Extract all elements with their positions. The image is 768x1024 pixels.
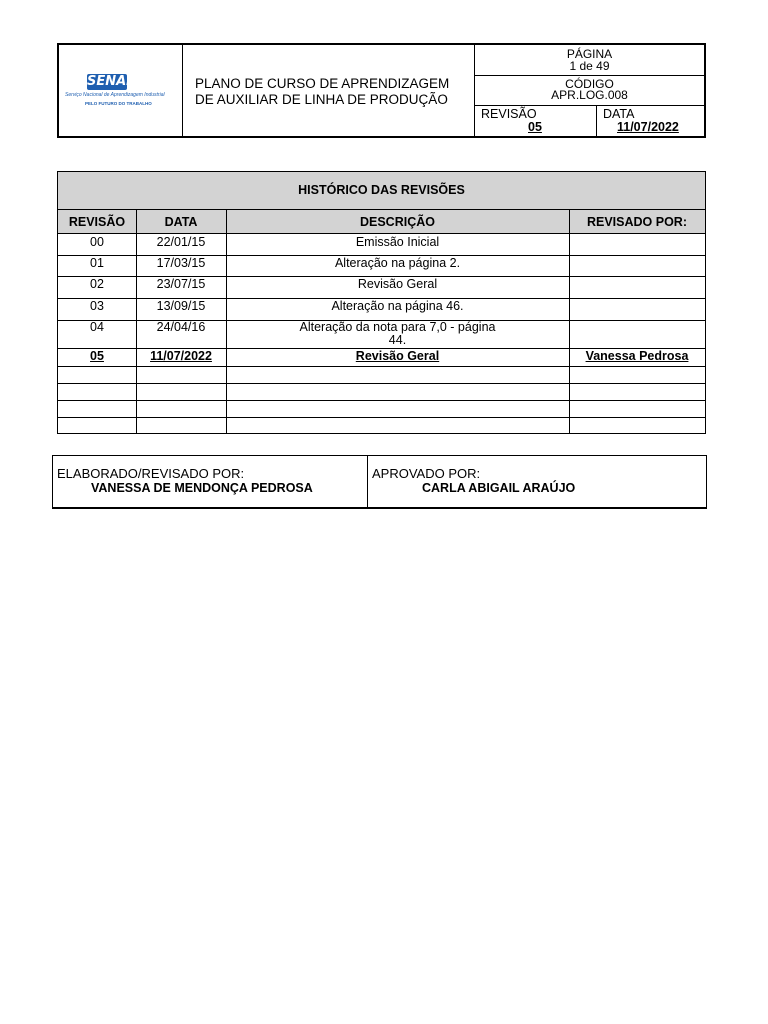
col-header-descricao: DESCRIÇÃO <box>359 215 435 229</box>
pagina-value: 1 de 49 <box>569 59 610 73</box>
pagina-row <box>475 45 704 76</box>
prepared-by-label: ELABORADO/REVISADO POR: <box>57 466 245 481</box>
prepared-by-cell <box>53 456 368 508</box>
data-cell <box>597 105 704 136</box>
cell-data: 22/01/15 <box>156 235 206 249</box>
cell-revisado-por: Vanessa Pedrosa <box>585 349 689 363</box>
cell-revisao: 03 <box>90 299 104 313</box>
data-value: 11/07/2022 <box>617 120 679 134</box>
logo-tagline: PELO FUTURO DO TRABALHO <box>85 101 152 106</box>
senai-logo <box>87 74 132 90</box>
cell-data: 17/03/15 <box>156 256 206 270</box>
cell-data: 13/09/15 <box>156 299 206 313</box>
table-row <box>58 255 705 277</box>
col-header-revisado-por: REVISADO POR: <box>586 215 687 229</box>
cell-data: 11/07/2022 <box>150 349 212 363</box>
approval-block <box>52 455 707 509</box>
approved-by-name: CARLA ABIGAIL ARAÚJO <box>422 481 576 495</box>
table-row-empty <box>58 383 705 401</box>
document-title-line2: DE AUXILIAR DE LINHA DE PRODUÇÃO <box>195 92 448 107</box>
codigo-value: APR.LOG.008 <box>551 88 628 102</box>
table-row-empty <box>58 417 705 433</box>
cell-descricao: Alteração na página 2. <box>334 256 461 270</box>
cell-data: 24/04/16 <box>156 320 206 334</box>
col-header-revisao: REVISÃO <box>68 215 126 229</box>
cell-revisao: 00 <box>90 235 104 249</box>
cell-descricao: Revisão Geral <box>355 349 440 363</box>
meta-cell <box>475 45 704 136</box>
table-row <box>58 276 705 299</box>
revision-history-table <box>57 171 706 434</box>
col-header-data: DATA <box>164 215 198 229</box>
title-cell <box>183 45 475 136</box>
cell-descricao: Alteração da nota para 7,0 - página <box>299 320 496 334</box>
cell-descricao-continuation: 44. <box>388 333 407 347</box>
logo-subtitle: Serviço Nacional de Aprendizagem Industrial <box>65 92 165 98</box>
document-title-line1: PLANO DE CURSO DE APRENDIZAGEM <box>195 76 450 91</box>
codigo-row <box>475 75 704 106</box>
cell-revisao: 04 <box>90 320 104 334</box>
table-row-empty <box>58 400 705 418</box>
cell-revisao: 02 <box>90 277 104 291</box>
logo-brand: SENAI <box>87 74 132 89</box>
codigo-label: CÓDIGO <box>565 77 614 91</box>
cell-revisao: 05 <box>90 349 104 363</box>
cell-revisao: 01 <box>90 256 104 270</box>
revision-history-title-row <box>58 172 705 210</box>
cell-descricao: Emissão Inicial <box>355 235 440 249</box>
document-header <box>57 43 706 138</box>
prepared-by-name: VANESSA DE MENDONÇA PEDROSA <box>91 481 313 495</box>
revisao-label: REVISÃO <box>481 107 537 121</box>
cell-data: 23/07/15 <box>156 277 206 291</box>
logo-cell <box>59 45 183 136</box>
revision-history-title: HISTÓRICO DAS REVISÕES <box>298 183 465 197</box>
cell-descricao: Revisão Geral <box>357 277 438 291</box>
table-row-current <box>58 348 705 367</box>
revisao-cell <box>475 105 597 136</box>
pagina-label: PÁGINA <box>566 47 613 61</box>
cell-descricao: Alteração na página 46. <box>331 299 464 313</box>
table-header-row <box>58 210 705 234</box>
table-row <box>58 320 705 349</box>
table-row-empty <box>58 366 705 384</box>
data-label: DATA <box>603 107 635 121</box>
table-row <box>58 234 705 256</box>
approved-by-cell <box>368 456 706 508</box>
table-row <box>58 298 705 321</box>
revisao-value: 05 <box>528 120 542 134</box>
approved-by-label: APROVADO POR: <box>372 466 481 481</box>
